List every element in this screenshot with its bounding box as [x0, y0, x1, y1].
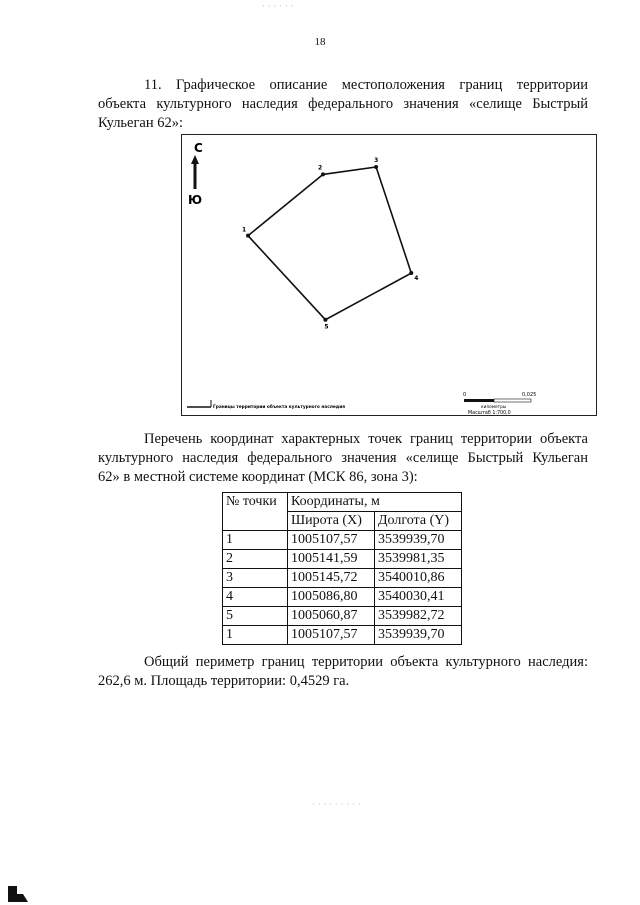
boundary-point-2 — [321, 172, 325, 176]
table-row — [223, 550, 462, 569]
cell-point: 1 — [223, 626, 288, 645]
scale-start-label: 0 — [463, 392, 467, 398]
boundary-point-3 — [374, 165, 378, 169]
cell-point: 2 — [223, 550, 288, 569]
table-row — [223, 531, 462, 550]
boundary-point-label-1: 1 — [242, 226, 247, 234]
boundary-point-label-2: 2 — [317, 164, 323, 172]
cell-point: 5 — [223, 607, 288, 626]
cell-latitude: 1005086,80 — [288, 588, 375, 607]
scan-noise-bottom: · · · · · · · · · — [312, 800, 361, 810]
header-point-number: № точки — [223, 493, 288, 531]
scan-noise-top: · · · · · · — [262, 2, 294, 12]
scale-text: Масштаб 1:700,0 — [468, 411, 511, 416]
coords-intro-line-2: культурного наследия федерального значения «селище Быстрый Кульеган — [98, 450, 588, 466]
cell-latitude: 1005107,57 — [288, 531, 375, 550]
cell-latitude: 1005141,59 — [288, 550, 375, 569]
cell-latitude: 1005107,57 — [288, 626, 375, 645]
table-row — [223, 607, 462, 626]
summary-paragraph — [98, 653, 588, 691]
summary-line-2: 262,6 м. Площадь территории: 0,4529 га. — [98, 673, 350, 689]
boundary-point-label-3: 3 — [374, 157, 379, 164]
header-longitude: Долгота (Y) — [375, 512, 462, 531]
scale-bar-light — [494, 399, 531, 402]
section-line-1: 11. Графическое описание местоположения границ территории — [144, 77, 588, 93]
cell-longitude: 3539981,35 — [375, 550, 462, 569]
boundary-point-label-5: 5 — [324, 323, 329, 331]
table-row — [223, 588, 462, 607]
compass-south-label: Ю — [188, 193, 203, 207]
header-coordinates: Координаты, м — [288, 493, 462, 512]
compass-north-label: С — [194, 141, 203, 155]
section-heading — [98, 76, 588, 133]
cell-point: 4 — [223, 588, 288, 607]
boundary-point-1 — [246, 234, 250, 238]
cell-longitude: 3539982,72 — [375, 607, 462, 626]
scale-units: километры — [481, 405, 507, 410]
coordinates-table — [222, 492, 462, 645]
scale-end-label: 0,025 — [522, 392, 537, 398]
cell-point: 3 — [223, 569, 288, 588]
page-number: 18 — [314, 36, 326, 48]
boundary-point-5 — [323, 318, 327, 322]
cell-point: 1 — [223, 531, 288, 550]
map-frame — [182, 135, 597, 416]
scale-bar-dark — [464, 399, 494, 402]
cell-longitude: 3540010,86 — [375, 569, 462, 588]
cell-latitude: 1005145,72 — [288, 569, 375, 588]
cell-longitude: 3539939,70 — [375, 531, 462, 550]
table-row — [223, 569, 462, 588]
coords-intro — [98, 430, 588, 487]
summary-line-1: Общий периметр границ территории объекта культурного наследия: — [144, 654, 588, 670]
coords-intro-line-1: Перечень координат характерных точек границ территории объекта — [144, 431, 588, 447]
scan-corner-mark-icon — [8, 882, 28, 902]
header-latitude: Широта (X) — [288, 512, 375, 531]
section-line-3: Кульеган 62»: — [98, 115, 184, 131]
cell-longitude: 3540030,41 — [375, 588, 462, 607]
legend-text: Границы территории объекта культурного наследия — [213, 405, 346, 410]
boundary-point-label-4: 4 — [414, 275, 419, 283]
coords-intro-line-3: 62» в местной системе координат (МСК 86, зона 3): — [98, 469, 418, 485]
cell-longitude: 3539939,70 — [375, 626, 462, 645]
boundary-map — [181, 134, 597, 416]
table-row — [223, 626, 462, 645]
section-line-2: объекта культурного наследия федерального значения «селище Быстрый — [98, 96, 588, 112]
cell-latitude: 1005060,87 — [288, 607, 375, 626]
boundary-point-4 — [409, 271, 413, 275]
